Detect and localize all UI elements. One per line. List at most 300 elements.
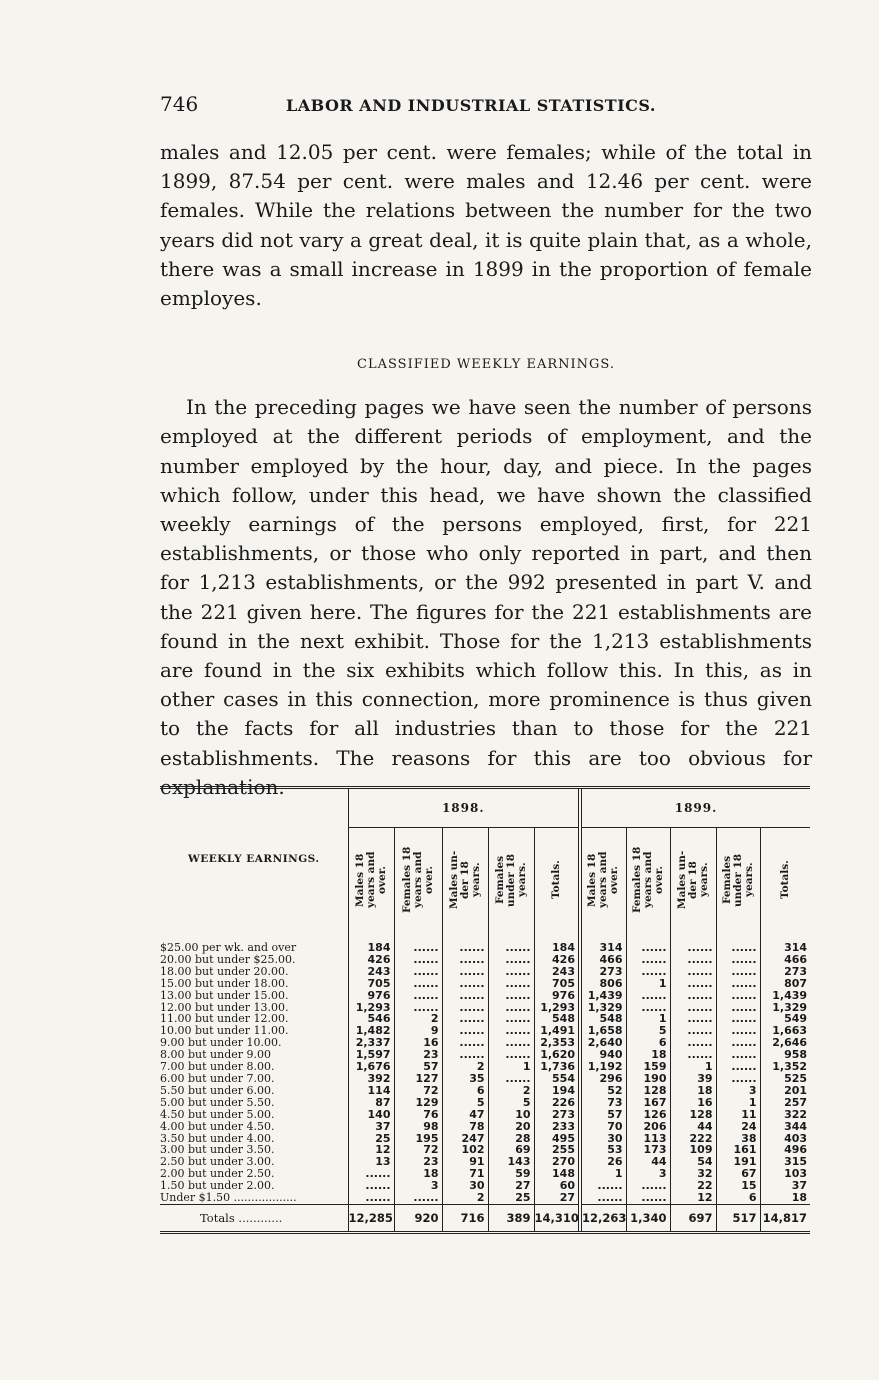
table-cell: ...... bbox=[442, 1002, 488, 1014]
table-cell: 2,337 bbox=[348, 1037, 394, 1049]
table-cell: ...... bbox=[670, 928, 716, 954]
table-cell: ...... bbox=[488, 990, 534, 1002]
table-cell: 296 bbox=[580, 1073, 626, 1085]
column-header-label: Males 18 years and over. bbox=[586, 851, 621, 909]
table-row bbox=[160, 1073, 810, 1085]
row-label: Under $1.50 .................. bbox=[160, 1192, 297, 1205]
table-bottom-rule bbox=[160, 1231, 810, 1234]
table-cell: ...... bbox=[442, 1037, 488, 1049]
table-cell: ...... bbox=[716, 978, 760, 990]
table-cell: 25 bbox=[348, 1133, 394, 1145]
column-header bbox=[488, 828, 534, 929]
table-cell: ...... bbox=[670, 978, 716, 990]
totals-row bbox=[160, 1204, 810, 1231]
table-cell: 1,676 bbox=[348, 1061, 394, 1073]
table-cell: ...... bbox=[670, 1037, 716, 1049]
row-label: 3.00 but under 3.50. bbox=[160, 1144, 275, 1157]
table-cell: 2 bbox=[442, 1061, 488, 1073]
year-1898-header: 1898. bbox=[348, 789, 580, 828]
table-cell: 38 bbox=[716, 1133, 760, 1145]
table-cell: 78 bbox=[442, 1121, 488, 1133]
table-cell: 1,329 bbox=[760, 1002, 810, 1014]
table-cell: ...... bbox=[442, 978, 488, 990]
table-cell: ...... bbox=[716, 1049, 760, 1061]
table-cell: 958 bbox=[760, 1049, 810, 1061]
table-cell: 426 bbox=[534, 954, 580, 966]
table-cell: 322 bbox=[760, 1109, 810, 1121]
row-label: 5.00 but under 5.50. bbox=[160, 1096, 275, 1109]
table-cell: 243 bbox=[534, 966, 580, 978]
column-header bbox=[580, 828, 626, 929]
table-cell: 3 bbox=[394, 1180, 442, 1192]
table-cell: 184 bbox=[348, 928, 394, 954]
table-cell: 191 bbox=[716, 1156, 760, 1168]
table-cell: ...... bbox=[716, 1037, 760, 1049]
table-cell: ...... bbox=[488, 1002, 534, 1014]
column-header bbox=[626, 828, 670, 929]
totals-cell: 12,263 bbox=[580, 1204, 626, 1231]
table-cell: 705 bbox=[348, 978, 394, 990]
table-cell: 6 bbox=[626, 1037, 670, 1049]
table-cell: 27 bbox=[488, 1180, 534, 1192]
table-cell: 18 bbox=[394, 1168, 442, 1180]
table-cell: 30 bbox=[580, 1133, 626, 1145]
table-cell: 1,482 bbox=[348, 1025, 394, 1037]
table-cell: ...... bbox=[442, 1013, 488, 1025]
table-row bbox=[160, 990, 810, 1002]
table-row bbox=[160, 1121, 810, 1133]
table-cell: 273 bbox=[580, 966, 626, 978]
row-label: 15.00 but under 18.00. bbox=[160, 977, 289, 990]
table-cell: 18 bbox=[670, 1085, 716, 1097]
table-cell: 59 bbox=[488, 1168, 534, 1180]
table-cell: 206 bbox=[626, 1121, 670, 1133]
table-cell: 23 bbox=[394, 1156, 442, 1168]
table-cell: 32 bbox=[670, 1168, 716, 1180]
table-cell: 190 bbox=[626, 1073, 670, 1085]
table-cell: 126 bbox=[626, 1109, 670, 1121]
table-cell: 392 bbox=[348, 1073, 394, 1085]
table-cell: 12 bbox=[670, 1192, 716, 1204]
table-cell: 940 bbox=[580, 1049, 626, 1061]
table-cell: ...... bbox=[670, 954, 716, 966]
table-cell: ...... bbox=[488, 978, 534, 990]
table-cell: 15 bbox=[716, 1180, 760, 1192]
row-label: 2.00 but under 2.50. bbox=[160, 1168, 275, 1181]
table-cell: ...... bbox=[716, 1073, 760, 1085]
column-header-label: Females under 18 years. bbox=[720, 853, 755, 907]
table-cell: ...... bbox=[442, 1049, 488, 1061]
table-cell: 1 bbox=[626, 1013, 670, 1025]
table-row bbox=[160, 1049, 810, 1061]
table-cell: 426 bbox=[348, 954, 394, 966]
totals-label: Totals ............ bbox=[160, 1204, 348, 1231]
table-cell: 25 bbox=[488, 1192, 534, 1204]
table-cell: 6 bbox=[716, 1192, 760, 1204]
table-cell: 114 bbox=[348, 1085, 394, 1097]
table-cell: 3 bbox=[626, 1168, 670, 1180]
table-cell: ...... bbox=[626, 928, 670, 954]
table-cell: ...... bbox=[670, 990, 716, 1002]
table-cell: ...... bbox=[442, 954, 488, 966]
table-cell: 113 bbox=[626, 1133, 670, 1145]
table-cell: 495 bbox=[534, 1133, 580, 1145]
table-cell: 247 bbox=[442, 1133, 488, 1145]
row-label: 20.00 but under $25.00. bbox=[160, 953, 296, 966]
table-cell: ...... bbox=[716, 954, 760, 966]
row-label: 9.00 but under 10.00. bbox=[160, 1037, 282, 1050]
table-cell: 226 bbox=[534, 1097, 580, 1109]
totals-cell: 1,340 bbox=[626, 1204, 670, 1231]
table-cell: 496 bbox=[760, 1144, 810, 1156]
totals-cell: 716 bbox=[442, 1204, 488, 1231]
row-label: 4.50 but under 5.00. bbox=[160, 1108, 275, 1121]
table-row bbox=[160, 978, 810, 990]
table-row bbox=[160, 1144, 810, 1156]
table-cell: ...... bbox=[716, 928, 760, 954]
table-cell: 72 bbox=[394, 1085, 442, 1097]
row-label: 3.50 but under 4.00. bbox=[160, 1132, 275, 1145]
table-cell: 1,736 bbox=[534, 1061, 580, 1073]
column-header bbox=[442, 828, 488, 929]
table-cell: 2 bbox=[442, 1192, 488, 1204]
table-cell: 22 bbox=[670, 1180, 716, 1192]
table-cell: 1 bbox=[670, 1061, 716, 1073]
table-cell: 2 bbox=[394, 1013, 442, 1025]
table-cell: ...... bbox=[716, 1025, 760, 1037]
column-header-label: Females 18 years and over. bbox=[400, 846, 435, 914]
table-row bbox=[160, 1109, 810, 1121]
table-cell: ...... bbox=[488, 954, 534, 966]
table-cell: ...... bbox=[716, 1061, 760, 1073]
table-cell: 98 bbox=[394, 1121, 442, 1133]
table-cell: 1,491 bbox=[534, 1025, 580, 1037]
table-cell: ...... bbox=[488, 966, 534, 978]
table-cell: 222 bbox=[670, 1133, 716, 1145]
page-body bbox=[160, 92, 812, 802]
table-cell: 53 bbox=[580, 1144, 626, 1156]
table-cell: 148 bbox=[534, 1168, 580, 1180]
table-row bbox=[160, 1097, 810, 1109]
table-cell: 103 bbox=[760, 1168, 810, 1180]
table-cell: ...... bbox=[670, 966, 716, 978]
column-header-label: Males un- der 18 years. bbox=[675, 850, 710, 910]
table-cell: 173 bbox=[626, 1144, 670, 1156]
table-cell: 315 bbox=[760, 1156, 810, 1168]
table-cell: ...... bbox=[626, 1180, 670, 1192]
table-cell: 194 bbox=[534, 1085, 580, 1097]
table-cell: 1 bbox=[716, 1097, 760, 1109]
table-cell: 976 bbox=[348, 990, 394, 1002]
table-cell: ...... bbox=[670, 1002, 716, 1014]
table-cell: 2 bbox=[488, 1085, 534, 1097]
table-cell: 13 bbox=[348, 1156, 394, 1168]
table-cell: ...... bbox=[394, 954, 442, 966]
table-row bbox=[160, 1168, 810, 1180]
table-cell: ...... bbox=[670, 1049, 716, 1061]
table-cell: 44 bbox=[670, 1121, 716, 1133]
table-cell: 403 bbox=[760, 1133, 810, 1145]
table-cell: ...... bbox=[626, 990, 670, 1002]
row-label: 4.00 but under 4.50. bbox=[160, 1120, 275, 1133]
row-label: 18.00 but under 20.00. bbox=[160, 965, 289, 978]
column-header-label: Males un- der 18 years. bbox=[447, 850, 482, 910]
table-cell: 1,293 bbox=[534, 1002, 580, 1014]
table-cell: 91 bbox=[442, 1156, 488, 1168]
column-header-label: Totals. bbox=[778, 860, 791, 900]
row-label: 6.00 but under 7.00. bbox=[160, 1072, 275, 1085]
running-title: LABOR AND INDUSTRIAL STATISTICS. bbox=[286, 96, 656, 115]
table-cell: 143 bbox=[488, 1156, 534, 1168]
column-header bbox=[394, 828, 442, 929]
totals-cell: 920 bbox=[394, 1204, 442, 1231]
column-header-label: Females 18 years and over. bbox=[630, 846, 665, 914]
table-cell: 548 bbox=[580, 1013, 626, 1025]
table-row bbox=[160, 1061, 810, 1073]
weekly-earnings-header: WEEKLY EARNINGS. bbox=[187, 852, 320, 865]
table-cell: 806 bbox=[580, 978, 626, 990]
totals-cell: 697 bbox=[670, 1204, 716, 1231]
table-row bbox=[160, 1037, 810, 1049]
table-cell: ...... bbox=[394, 990, 442, 1002]
table-cell: ...... bbox=[488, 1025, 534, 1037]
table-cell: 976 bbox=[534, 990, 580, 1002]
table-cell: 18 bbox=[760, 1192, 810, 1204]
table-cell: 1 bbox=[580, 1168, 626, 1180]
table-cell: ...... bbox=[626, 1002, 670, 1014]
table-cell: 30 bbox=[442, 1180, 488, 1192]
table-cell: 548 bbox=[534, 1013, 580, 1025]
table-cell: 2,640 bbox=[580, 1037, 626, 1049]
row-label: 10.00 but under 11.00. bbox=[160, 1025, 289, 1038]
table-cell: ...... bbox=[488, 1073, 534, 1085]
table-cell: 344 bbox=[760, 1121, 810, 1133]
table-cell: ...... bbox=[626, 954, 670, 966]
table-cell: 5 bbox=[442, 1097, 488, 1109]
table-cell: ...... bbox=[394, 978, 442, 990]
table-cell: ...... bbox=[488, 1013, 534, 1025]
table-cell: 37 bbox=[348, 1121, 394, 1133]
table-cell: ...... bbox=[442, 928, 488, 954]
table-row bbox=[160, 1025, 810, 1037]
table-cell: 127 bbox=[394, 1073, 442, 1085]
table-cell: 71 bbox=[442, 1168, 488, 1180]
table-cell: 60 bbox=[534, 1180, 580, 1192]
table-row bbox=[160, 1192, 810, 1204]
row-label: $25.00 per wk. and over bbox=[160, 941, 297, 954]
table-cell: 69 bbox=[488, 1144, 534, 1156]
totals-cell: 517 bbox=[716, 1204, 760, 1231]
table-cell: ...... bbox=[580, 1192, 626, 1204]
table-cell: 72 bbox=[394, 1144, 442, 1156]
table-cell: ...... bbox=[670, 1025, 716, 1037]
column-header bbox=[670, 828, 716, 929]
table-cell: 28 bbox=[488, 1133, 534, 1145]
table-cell: 233 bbox=[534, 1121, 580, 1133]
table-cell: 1,620 bbox=[534, 1049, 580, 1061]
table-cell: ...... bbox=[488, 1049, 534, 1061]
table-cell: 11 bbox=[716, 1109, 760, 1121]
table-cell: 314 bbox=[760, 928, 810, 954]
table-cell: 1,663 bbox=[760, 1025, 810, 1037]
totals-cell: 14,817 bbox=[760, 1204, 810, 1231]
earnings-table-area bbox=[160, 786, 810, 1234]
column-header-label: Females under 18 years. bbox=[493, 853, 528, 907]
table-cell: ...... bbox=[348, 1180, 394, 1192]
table-cell: 2,353 bbox=[534, 1037, 580, 1049]
table-cell: 1,439 bbox=[580, 990, 626, 1002]
table-cell: ...... bbox=[716, 1013, 760, 1025]
table-cell: 12 bbox=[348, 1144, 394, 1156]
table-cell: 243 bbox=[348, 966, 394, 978]
table-cell: 195 bbox=[394, 1133, 442, 1145]
table-cell: 44 bbox=[626, 1156, 670, 1168]
table-cell: 10 bbox=[488, 1109, 534, 1121]
table-cell: 549 bbox=[760, 1013, 810, 1025]
table-cell: 184 bbox=[534, 928, 580, 954]
table-cell: 273 bbox=[534, 1109, 580, 1121]
row-label: 5.50 but under 6.00. bbox=[160, 1084, 275, 1097]
table-cell: ...... bbox=[394, 1002, 442, 1014]
table-cell: ...... bbox=[442, 966, 488, 978]
table-cell: 70 bbox=[580, 1121, 626, 1133]
table-cell: 525 bbox=[760, 1073, 810, 1085]
column-header-label: Totals. bbox=[549, 860, 562, 900]
table-cell: 159 bbox=[626, 1061, 670, 1073]
table-cell: 37 bbox=[760, 1180, 810, 1192]
table-cell: 39 bbox=[670, 1073, 716, 1085]
table-cell: 1,329 bbox=[580, 1002, 626, 1014]
table-cell: 102 bbox=[442, 1144, 488, 1156]
table-cell: 546 bbox=[348, 1013, 394, 1025]
table-cell: 255 bbox=[534, 1144, 580, 1156]
table-cell: 128 bbox=[670, 1109, 716, 1121]
table-cell: 27 bbox=[534, 1192, 580, 1204]
totals-cell: 14,310 bbox=[534, 1204, 580, 1231]
table-cell: ...... bbox=[716, 966, 760, 978]
table-cell: 554 bbox=[534, 1073, 580, 1085]
column-header bbox=[760, 828, 810, 929]
table-cell: 257 bbox=[760, 1097, 810, 1109]
row-label: 7.00 but under 8.00. bbox=[160, 1061, 275, 1073]
row-label: 1.50 but under 2.00. bbox=[160, 1180, 275, 1193]
table-cell: 76 bbox=[394, 1109, 442, 1121]
table-cell: 128 bbox=[626, 1085, 670, 1097]
table-cell: ...... bbox=[394, 1192, 442, 1204]
table-cell: 705 bbox=[534, 978, 580, 990]
paragraph-1: males and 12.05 per cent. were females; while of the total in 1899, 87.54 per cent. were males and 12.46 per cent. were females. While the relations between the number for the two years did not vary a great deal, it is quite plain that, as a whole, there was a small increase in 1899 in the proportion of female employes. bbox=[160, 140, 812, 311]
table-cell: ...... bbox=[394, 928, 442, 954]
table-row bbox=[160, 966, 810, 978]
page-number: 746 bbox=[160, 92, 199, 116]
section-heading: CLASSIFIED WEEKLY EARNINGS. bbox=[357, 357, 615, 373]
table-row bbox=[160, 1002, 810, 1014]
table-cell: 26 bbox=[580, 1156, 626, 1168]
row-label: 11.00 but under 12.00. bbox=[160, 1013, 289, 1026]
table-cell: ...... bbox=[488, 1037, 534, 1049]
table-cell: 54 bbox=[670, 1156, 716, 1168]
table-row bbox=[160, 1180, 810, 1192]
table-row bbox=[160, 1133, 810, 1145]
table-cell: ...... bbox=[716, 1002, 760, 1014]
column-header bbox=[716, 828, 760, 929]
table-cell: 16 bbox=[394, 1037, 442, 1049]
table-cell: 5 bbox=[488, 1097, 534, 1109]
table-cell: ...... bbox=[670, 1013, 716, 1025]
table-cell: ...... bbox=[348, 1192, 394, 1204]
table-cell: 1,658 bbox=[580, 1025, 626, 1037]
table-cell: 5 bbox=[626, 1025, 670, 1037]
table-cell: 129 bbox=[394, 1097, 442, 1109]
totals-cell: 389 bbox=[488, 1204, 534, 1231]
table-cell: 47 bbox=[442, 1109, 488, 1121]
table-cell: 270 bbox=[534, 1156, 580, 1168]
table-cell: 1 bbox=[626, 978, 670, 990]
table-cell: 23 bbox=[394, 1049, 442, 1061]
table-cell: ...... bbox=[442, 1025, 488, 1037]
column-header-label: Males 18 years and over. bbox=[353, 851, 388, 909]
table-cell: 16 bbox=[670, 1097, 716, 1109]
year-1899-header: 1899. bbox=[580, 789, 810, 828]
table-row bbox=[160, 1085, 810, 1097]
table-cell: 1,192 bbox=[580, 1061, 626, 1073]
table-cell: 109 bbox=[670, 1144, 716, 1156]
table-cell: 1,352 bbox=[760, 1061, 810, 1073]
table-cell: 52 bbox=[580, 1085, 626, 1097]
table-cell: 1 bbox=[488, 1061, 534, 1073]
table-cell: 6 bbox=[442, 1085, 488, 1097]
table-cell: 314 bbox=[580, 928, 626, 954]
earnings-table bbox=[160, 789, 810, 1231]
table-cell: 3 bbox=[716, 1085, 760, 1097]
table-cell: 273 bbox=[760, 966, 810, 978]
table-cell: ...... bbox=[626, 966, 670, 978]
table-cell: 35 bbox=[442, 1073, 488, 1085]
table-row bbox=[160, 1013, 810, 1025]
table-cell: ...... bbox=[348, 1168, 394, 1180]
table-cell: ...... bbox=[626, 1192, 670, 1204]
table-cell: ...... bbox=[488, 928, 534, 954]
table-cell: 807 bbox=[760, 978, 810, 990]
table-row bbox=[160, 954, 810, 966]
table-cell: 87 bbox=[348, 1097, 394, 1109]
paragraph-2: In the preceding pages we have seen the number of persons employed at the different periods of employment, and the number employed by the hour, day, and piece. In the pages which follow, under this head, we have shown the classified weekly earnings of the persons employed, first, for 221 establishments, or those who only reported in part, and then for 1,213 establishments, or the 992 presented in part V. and the 221 given here. The figures for the 221 establishments are found in the next exhibit. Those for the 1,213 establishments are found in the six exhibits which follow this. In this, as in other cases in this connection, more prominence is thus given to the facts for all industries than to those for the 221 establishments. The reasons for this are too obvious for explanation. bbox=[160, 395, 812, 799]
table-cell: 73 bbox=[580, 1097, 626, 1109]
totals-cell: 12,285 bbox=[348, 1204, 394, 1231]
column-header bbox=[348, 828, 394, 929]
table-row bbox=[160, 928, 810, 954]
column-header bbox=[534, 828, 580, 929]
table-cell: ...... bbox=[716, 990, 760, 1002]
table-cell: 1,293 bbox=[348, 1002, 394, 1014]
row-label: 12.00 but under 13.00. bbox=[160, 1001, 289, 1014]
page-header bbox=[160, 92, 812, 122]
table-cell: ...... bbox=[394, 966, 442, 978]
table-cell: 57 bbox=[580, 1109, 626, 1121]
table-cell: 18 bbox=[626, 1049, 670, 1061]
row-label: 8.00 but under 9.00 bbox=[160, 1049, 271, 1062]
table-cell: 466 bbox=[580, 954, 626, 966]
table-row bbox=[160, 1156, 810, 1168]
row-label: 13.00 but under 15.00. bbox=[160, 989, 289, 1002]
table-cell: 9 bbox=[394, 1025, 442, 1037]
table-cell: 2,646 bbox=[760, 1037, 810, 1049]
table-cell: 201 bbox=[760, 1085, 810, 1097]
table-cell: 161 bbox=[716, 1144, 760, 1156]
table-cell: 20 bbox=[488, 1121, 534, 1133]
table-cell: ...... bbox=[580, 1180, 626, 1192]
table-cell: 466 bbox=[760, 954, 810, 966]
